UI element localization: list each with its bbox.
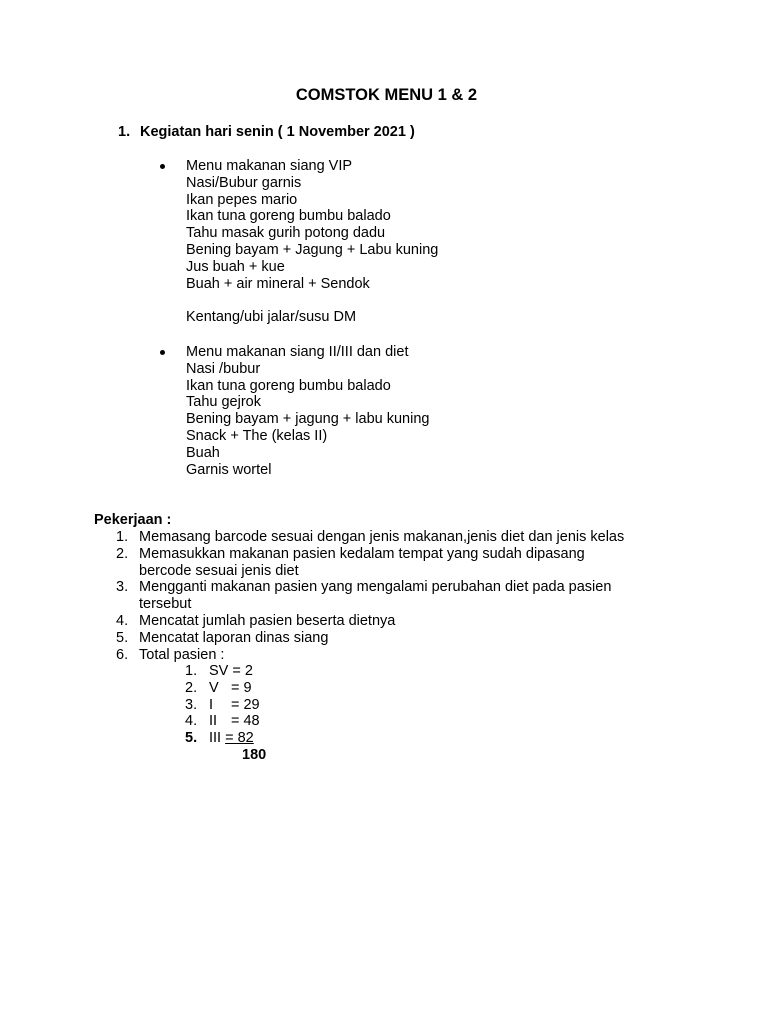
list-item [116, 579, 624, 613]
item-text: bercode sesuai jenis diet [139, 562, 299, 579]
patient-count: = 9 [231, 679, 252, 696]
menu-vip-line: Bening bayam + Jagung + Labu kuning [186, 241, 439, 258]
page-title: COMSTOK MENU 1 & 2 [295, 86, 478, 104]
patient-row [185, 697, 260, 714]
menu-class-line: Snack + The (kelas II) [186, 427, 328, 444]
patient-number: 4. [185, 713, 198, 730]
menu-class-line: Nasi /bubur [186, 360, 261, 377]
menu-vip-line: Buah + air mineral + Sendok [186, 275, 370, 292]
menu-vip-line: Ikan tuna goreng bumbu balado [186, 208, 391, 225]
item-text: Total pasien : [139, 646, 225, 663]
menu-class-line: Tahu gejrok [186, 394, 261, 411]
patient-number: 1. [185, 663, 198, 679]
menu-vip-line: Ikan pepes mario [186, 191, 298, 208]
list-item [116, 546, 624, 580]
menu-class-line: Bening bayam + jagung + labu kuning [186, 411, 430, 428]
item-text: Mencatat laporan dinas siang [139, 629, 329, 646]
menu-class-line: Ikan tuna goreng bumbu balado [186, 377, 391, 394]
menu-vip-line: Nasi/Bubur garnis [186, 174, 302, 191]
item-text: Mengganti makanan pasien yang mengalami perubahan diet pada pasien [139, 579, 612, 596]
menu-class-line: Menu makanan siang II/III dan diet [186, 344, 409, 360]
patient-totals [185, 663, 260, 747]
patient-class: V [209, 679, 219, 696]
patient-class: III [209, 730, 222, 747]
patient-row [185, 663, 260, 680]
patient-count: = 82 [225, 730, 254, 747]
menu-vip-line: Menu makanan siang VIP [186, 158, 353, 174]
bullet-icon [160, 350, 165, 355]
patient-class: I [209, 696, 214, 713]
patient-number: 5. [185, 730, 198, 747]
item-number: 5. [116, 629, 129, 646]
patient-class: II [209, 713, 218, 730]
item-text: Memasang barcode sesuai dengan jenis makanan,jenis diet dan jenis kelas [139, 529, 625, 545]
item-number: 4. [116, 612, 129, 629]
menu-class-line: Buah [186, 444, 220, 461]
menu-vip-line: Jus buah + kue [186, 258, 285, 275]
patient-row [185, 730, 260, 747]
patient-number: 2. [185, 679, 198, 696]
item-text: Memasukkan makanan pasien kedalam tempat yang sudah dipasang [139, 545, 585, 562]
patient-count: = 2 [232, 663, 253, 679]
item-text: Mencatat jumlah pasien beserta dietnya [139, 612, 396, 629]
patient-row [185, 713, 260, 730]
list-item [116, 647, 624, 664]
work-list [116, 529, 624, 663]
bullet-icon [160, 164, 165, 169]
patient-count: = 48 [231, 713, 260, 730]
item-number: 3. [116, 579, 129, 596]
list-item [116, 630, 624, 647]
menu-vip-line: Tahu masak gurih potong dadu [186, 225, 386, 242]
item-number: 6. [116, 646, 129, 663]
section-heading-text: Kegiatan hari senin ( 1 November 2021 ) [140, 124, 415, 140]
item-text: tersebut [139, 596, 192, 613]
section-heading [118, 124, 415, 141]
patient-number: 3. [185, 696, 198, 713]
menu-class-line: Garnis wortel [186, 461, 272, 478]
patient-total: 180 [242, 747, 267, 763]
work-heading: Pekerjaan : [94, 512, 172, 528]
patient-count: = 29 [231, 696, 260, 713]
section-number: 1. [118, 124, 131, 140]
patient-row [185, 680, 260, 697]
patient-class: SV [209, 663, 229, 679]
list-item [116, 529, 624, 546]
menu-vip-extra: Kentang/ubi jalar/susu DM [186, 309, 357, 325]
item-number: 2. [116, 545, 129, 562]
item-number: 1. [116, 529, 129, 545]
list-item [116, 613, 624, 630]
